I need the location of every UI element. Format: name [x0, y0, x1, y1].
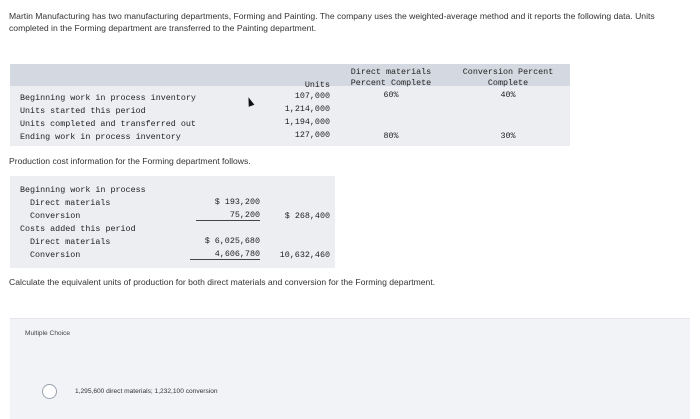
- row-label-units-completed: Units completed and transferred out: [20, 119, 196, 129]
- row-conv-beginning-wip: 40%: [500, 90, 516, 100]
- row-label-units-started: Units started this period: [20, 106, 146, 116]
- row-dm-ending-wip: 80%: [383, 131, 399, 141]
- row-units-ending-wip: 127,000: [294, 130, 330, 140]
- option-1-label[interactable]: 1,295,600 direct materials; 1,232,100 conversion: [75, 388, 218, 395]
- cost-add-conv-label: Conversion: [30, 250, 81, 260]
- cost-added-label: Costs added this period: [20, 224, 136, 234]
- units-data-table: [10, 64, 570, 146]
- cost-beg-dm-label: Direct materials: [30, 198, 111, 208]
- question-text: Calculate the equivalent units of production for both direct materials and conversion for the Forming department.: [9, 277, 436, 287]
- row-dm-beginning-wip: 60%: [383, 90, 399, 100]
- cost-add-conv-value: 4,606,780: [190, 249, 260, 260]
- col-header-dm-line1: Direct materials: [350, 67, 432, 77]
- row-label-beginning-wip: Beginning work in process inventory: [20, 93, 196, 103]
- col-header-conv-line2: Complete: [487, 78, 529, 88]
- multiple-choice-label: Multiple Choice: [25, 330, 71, 337]
- cost-beg-conv-label: Conversion: [30, 211, 81, 221]
- multiple-choice-panel: [10, 318, 690, 419]
- row-label-ending-wip: Ending work in process inventory: [20, 132, 181, 142]
- problem-intro: Martin Manufacturing has two manufacturing departments, Forming and Painting. The company uses the weighted-average method and it reports the following data. Units completed in the Forming department are transferred to the Painting department.: [9, 11, 655, 33]
- cost-beginning-label: Beginning work in process: [20, 185, 146, 195]
- cost-add-dm-label: Direct materials: [30, 237, 111, 247]
- col-header-conv-line1: Conversion Percent: [462, 67, 554, 77]
- row-conv-ending-wip: 30%: [500, 131, 516, 141]
- cost-data-table: [10, 176, 335, 268]
- cost-beg-conv-value: 75,200: [196, 210, 260, 221]
- cost-beg-dm-value: $ 193,200: [214, 197, 260, 207]
- option-1-radio[interactable]: [42, 384, 57, 399]
- cost-add-total: 10,632,460: [279, 250, 330, 260]
- row-units-beginning-wip: 107,000: [294, 91, 330, 101]
- cost-beg-total: $ 268,400: [284, 211, 330, 221]
- production-cost-intro: Production cost information for the Forming department follows.: [9, 156, 251, 166]
- col-header-units: Units: [304, 80, 330, 90]
- cost-add-dm-value: $ 6,025,680: [204, 236, 260, 246]
- row-units-units-started: 1,214,000: [284, 104, 330, 114]
- col-header-dm-line2: Percent Complete: [350, 78, 432, 88]
- row-units-units-completed: 1,194,000: [284, 117, 330, 127]
